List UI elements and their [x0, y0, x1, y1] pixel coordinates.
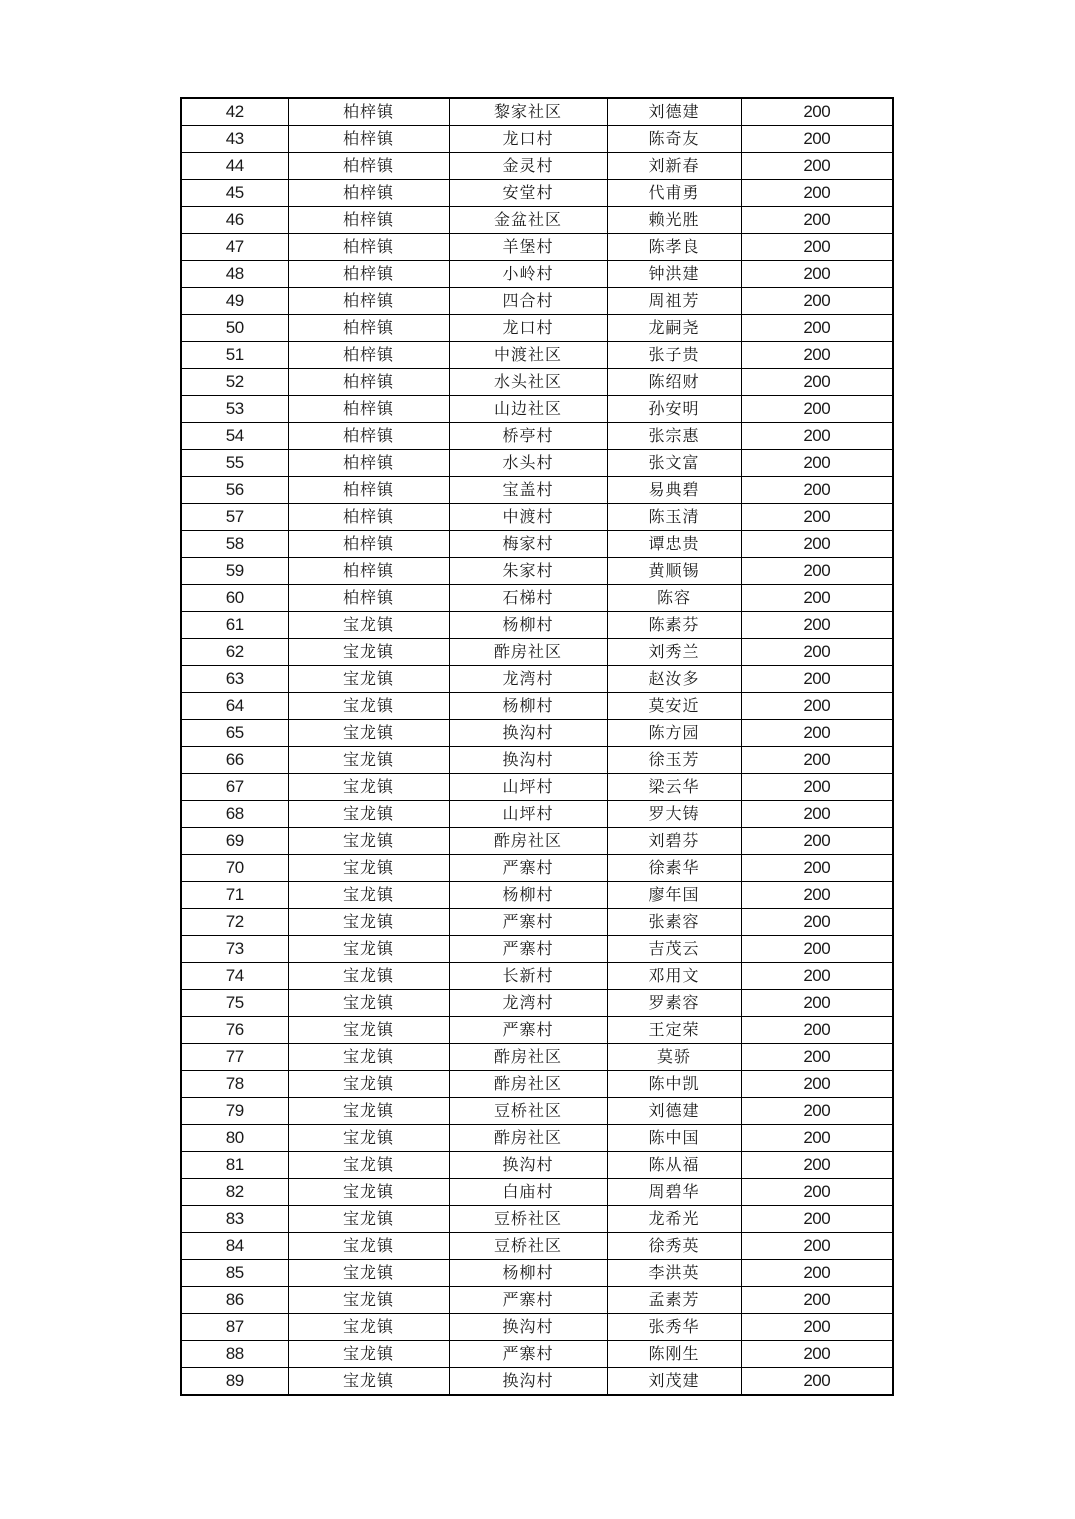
row-number-cell: 55: [181, 450, 288, 477]
village-cell: 金盆社区: [449, 207, 607, 234]
town-cell: 宝龙镇: [288, 612, 449, 639]
town-cell: 柏梓镇: [288, 261, 449, 288]
amount-cell: 200: [741, 1125, 893, 1152]
amount-cell: 200: [741, 153, 893, 180]
amount-cell: 200: [741, 369, 893, 396]
person-name-cell: 刘德建: [607, 98, 741, 126]
town-cell: 宝龙镇: [288, 639, 449, 666]
row-number-cell: 61: [181, 612, 288, 639]
table-row: [181, 612, 893, 639]
amount-cell: 200: [741, 639, 893, 666]
row-number-cell: 70: [181, 855, 288, 882]
row-number-cell: 79: [181, 1098, 288, 1125]
row-number-cell: 66: [181, 747, 288, 774]
row-number-cell: 67: [181, 774, 288, 801]
village-cell: 豆桥社区: [449, 1233, 607, 1260]
town-cell: 柏梓镇: [288, 558, 449, 585]
row-number-cell: 54: [181, 423, 288, 450]
table-row: [181, 828, 893, 855]
person-name-cell: 徐玉芳: [607, 747, 741, 774]
town-cell: 柏梓镇: [288, 585, 449, 612]
town-cell: 宝龙镇: [288, 666, 449, 693]
table-row: [181, 585, 893, 612]
town-cell: 柏梓镇: [288, 180, 449, 207]
village-cell: 豆桥社区: [449, 1206, 607, 1233]
person-name-cell: 莫安近: [607, 693, 741, 720]
table-row: [181, 1071, 893, 1098]
row-number-cell: 64: [181, 693, 288, 720]
table-row: [181, 261, 893, 288]
row-number-cell: 42: [181, 98, 288, 126]
village-cell: 龙湾村: [449, 666, 607, 693]
village-cell: 换沟村: [449, 1368, 607, 1396]
person-name-cell: 张子贵: [607, 342, 741, 369]
table-row: [181, 909, 893, 936]
row-number-cell: 48: [181, 261, 288, 288]
village-cell: 梅家村: [449, 531, 607, 558]
town-cell: 宝龙镇: [288, 1260, 449, 1287]
row-number-cell: 52: [181, 369, 288, 396]
row-number-cell: 77: [181, 1044, 288, 1071]
table-row: [181, 450, 893, 477]
amount-cell: 200: [741, 477, 893, 504]
town-cell: 柏梓镇: [288, 153, 449, 180]
table-row: [181, 1152, 893, 1179]
person-name-cell: 李洪英: [607, 1260, 741, 1287]
village-cell: 长新村: [449, 963, 607, 990]
table-row: [181, 882, 893, 909]
town-cell: 宝龙镇: [288, 1314, 449, 1341]
person-name-cell: 易典碧: [607, 477, 741, 504]
town-cell: 宝龙镇: [288, 1206, 449, 1233]
row-number-cell: 49: [181, 288, 288, 315]
village-cell: 酢房社区: [449, 1125, 607, 1152]
person-name-cell: 刘秀兰: [607, 639, 741, 666]
amount-cell: 200: [741, 882, 893, 909]
table-row: [181, 153, 893, 180]
person-name-cell: 龙嗣尧: [607, 315, 741, 342]
table-row: [181, 1179, 893, 1206]
village-cell: 杨柳村: [449, 693, 607, 720]
village-cell: 杨柳村: [449, 1260, 607, 1287]
person-name-cell: 黄顺锡: [607, 558, 741, 585]
table-row: [181, 1314, 893, 1341]
village-cell: 安堂村: [449, 180, 607, 207]
village-cell: 黎家社区: [449, 98, 607, 126]
row-number-cell: 45: [181, 180, 288, 207]
person-name-cell: 邓用文: [607, 963, 741, 990]
town-cell: 柏梓镇: [288, 315, 449, 342]
village-cell: 严寨村: [449, 909, 607, 936]
village-cell: 山坪村: [449, 801, 607, 828]
town-cell: 宝龙镇: [288, 1125, 449, 1152]
table-row: [181, 315, 893, 342]
village-cell: 金灵村: [449, 153, 607, 180]
amount-cell: 200: [741, 1179, 893, 1206]
person-name-cell: 陈从福: [607, 1152, 741, 1179]
town-cell: 宝龙镇: [288, 963, 449, 990]
village-cell: 换沟村: [449, 1314, 607, 1341]
amount-cell: 200: [741, 396, 893, 423]
town-cell: 宝龙镇: [288, 882, 449, 909]
person-name-cell: 徐素华: [607, 855, 741, 882]
person-name-cell: 吉茂云: [607, 936, 741, 963]
table-row: [181, 1341, 893, 1368]
village-cell: 严寨村: [449, 1341, 607, 1368]
town-cell: 宝龙镇: [288, 909, 449, 936]
table-row: [181, 1125, 893, 1152]
person-name-cell: 钟洪建: [607, 261, 741, 288]
row-number-cell: 44: [181, 153, 288, 180]
amount-cell: 200: [741, 261, 893, 288]
table-row: [181, 936, 893, 963]
town-cell: 宝龙镇: [288, 936, 449, 963]
table-row: [181, 477, 893, 504]
town-cell: 宝龙镇: [288, 1044, 449, 1071]
row-number-cell: 76: [181, 1017, 288, 1044]
town-cell: 宝龙镇: [288, 1098, 449, 1125]
town-cell: 柏梓镇: [288, 531, 449, 558]
person-name-cell: 刘茂建: [607, 1368, 741, 1396]
person-name-cell: 陈中凯: [607, 1071, 741, 1098]
town-cell: 柏梓镇: [288, 396, 449, 423]
amount-cell: 200: [741, 666, 893, 693]
village-cell: 水头社区: [449, 369, 607, 396]
village-cell: 石梯村: [449, 585, 607, 612]
village-cell: 酢房社区: [449, 1071, 607, 1098]
person-name-cell: 张秀华: [607, 1314, 741, 1341]
village-cell: 酢房社区: [449, 1044, 607, 1071]
amount-cell: 200: [741, 1044, 893, 1071]
village-cell: 杨柳村: [449, 612, 607, 639]
amount-cell: 200: [741, 990, 893, 1017]
village-cell: 小岭村: [449, 261, 607, 288]
person-name-cell: 陈玉清: [607, 504, 741, 531]
table-row: [181, 1287, 893, 1314]
village-cell: 严寨村: [449, 855, 607, 882]
row-number-cell: 57: [181, 504, 288, 531]
amount-cell: 200: [741, 1314, 893, 1341]
row-number-cell: 69: [181, 828, 288, 855]
town-cell: 宝龙镇: [288, 1287, 449, 1314]
person-name-cell: 陈奇友: [607, 126, 741, 153]
table-row: [181, 1260, 893, 1287]
row-number-cell: 59: [181, 558, 288, 585]
row-number-cell: 88: [181, 1341, 288, 1368]
row-number-cell: 78: [181, 1071, 288, 1098]
row-number-cell: 68: [181, 801, 288, 828]
amount-cell: 200: [741, 450, 893, 477]
table-row: [181, 369, 893, 396]
person-name-cell: 王定荣: [607, 1017, 741, 1044]
row-number-cell: 74: [181, 963, 288, 990]
row-number-cell: 89: [181, 1368, 288, 1396]
amount-cell: 200: [741, 1098, 893, 1125]
amount-cell: 200: [741, 423, 893, 450]
person-name-cell: 罗素容: [607, 990, 741, 1017]
row-number-cell: 63: [181, 666, 288, 693]
table-row: [181, 747, 893, 774]
row-number-cell: 60: [181, 585, 288, 612]
person-name-cell: 孙安明: [607, 396, 741, 423]
row-number-cell: 46: [181, 207, 288, 234]
person-name-cell: 廖年国: [607, 882, 741, 909]
row-number-cell: 82: [181, 1179, 288, 1206]
row-number-cell: 86: [181, 1287, 288, 1314]
person-name-cell: 张文富: [607, 450, 741, 477]
table-row: [181, 396, 893, 423]
table-row: [181, 1044, 893, 1071]
table-row: [181, 504, 893, 531]
amount-cell: 200: [741, 747, 893, 774]
person-name-cell: 代甫勇: [607, 180, 741, 207]
amount-cell: 200: [741, 612, 893, 639]
town-cell: 宝龙镇: [288, 1233, 449, 1260]
town-cell: 宝龙镇: [288, 1368, 449, 1396]
roster-table-body: [181, 98, 893, 1395]
village-cell: 严寨村: [449, 1287, 607, 1314]
village-cell: 酢房社区: [449, 828, 607, 855]
amount-cell: 200: [741, 774, 893, 801]
amount-cell: 200: [741, 963, 893, 990]
town-cell: 柏梓镇: [288, 288, 449, 315]
village-cell: 桥亭村: [449, 423, 607, 450]
person-name-cell: 罗大铸: [607, 801, 741, 828]
person-name-cell: 赖光胜: [607, 207, 741, 234]
town-cell: 宝龙镇: [288, 1152, 449, 1179]
person-name-cell: 谭忠贵: [607, 531, 741, 558]
person-name-cell: 梁云华: [607, 774, 741, 801]
amount-cell: 200: [741, 1260, 893, 1287]
row-number-cell: 73: [181, 936, 288, 963]
person-name-cell: 陈容: [607, 585, 741, 612]
person-name-cell: 刘碧芬: [607, 828, 741, 855]
amount-cell: 200: [741, 558, 893, 585]
town-cell: 宝龙镇: [288, 1341, 449, 1368]
village-cell: 白庙村: [449, 1179, 607, 1206]
table-row: [181, 234, 893, 261]
row-number-cell: 47: [181, 234, 288, 261]
village-cell: 杨柳村: [449, 882, 607, 909]
amount-cell: 200: [741, 828, 893, 855]
person-name-cell: 刘德建: [607, 1098, 741, 1125]
amount-cell: 200: [741, 531, 893, 558]
table-row: [181, 774, 893, 801]
table-row: [181, 207, 893, 234]
amount-cell: 200: [741, 1368, 893, 1396]
table-row: [181, 1206, 893, 1233]
amount-cell: 200: [741, 1287, 893, 1314]
town-cell: 柏梓镇: [288, 423, 449, 450]
town-cell: 柏梓镇: [288, 450, 449, 477]
village-cell: 四合村: [449, 288, 607, 315]
village-cell: 朱家村: [449, 558, 607, 585]
roster-table: [180, 97, 894, 1396]
person-name-cell: 赵汝多: [607, 666, 741, 693]
table-row: [181, 1017, 893, 1044]
town-cell: 柏梓镇: [288, 477, 449, 504]
amount-cell: 200: [741, 207, 893, 234]
village-cell: 严寨村: [449, 936, 607, 963]
amount-cell: 200: [741, 855, 893, 882]
amount-cell: 200: [741, 585, 893, 612]
village-cell: 酢房社区: [449, 639, 607, 666]
table-row: [181, 666, 893, 693]
person-name-cell: 龙希光: [607, 1206, 741, 1233]
table-row: [181, 720, 893, 747]
town-cell: 宝龙镇: [288, 747, 449, 774]
amount-cell: 200: [741, 1152, 893, 1179]
town-cell: 宝龙镇: [288, 801, 449, 828]
town-cell: 宝龙镇: [288, 1179, 449, 1206]
town-cell: 宝龙镇: [288, 693, 449, 720]
row-number-cell: 58: [181, 531, 288, 558]
row-number-cell: 71: [181, 882, 288, 909]
person-name-cell: 孟素芳: [607, 1287, 741, 1314]
table-row: [181, 531, 893, 558]
amount-cell: 200: [741, 936, 893, 963]
amount-cell: 200: [741, 180, 893, 207]
person-name-cell: 陈刚生: [607, 1341, 741, 1368]
village-cell: 龙口村: [449, 126, 607, 153]
village-cell: 水头村: [449, 450, 607, 477]
row-number-cell: 72: [181, 909, 288, 936]
person-name-cell: 陈中国: [607, 1125, 741, 1152]
row-number-cell: 43: [181, 126, 288, 153]
town-cell: 宝龙镇: [288, 1071, 449, 1098]
table-row: [181, 98, 893, 126]
village-cell: 龙口村: [449, 315, 607, 342]
amount-cell: 200: [741, 342, 893, 369]
village-cell: 宝盖村: [449, 477, 607, 504]
town-cell: 宝龙镇: [288, 990, 449, 1017]
town-cell: 柏梓镇: [288, 342, 449, 369]
table-row: [181, 288, 893, 315]
village-cell: 换沟村: [449, 720, 607, 747]
person-name-cell: 莫骄: [607, 1044, 741, 1071]
table-row: [181, 693, 893, 720]
row-number-cell: 83: [181, 1206, 288, 1233]
table-row: [181, 558, 893, 585]
person-name-cell: 陈素芬: [607, 612, 741, 639]
town-cell: 柏梓镇: [288, 504, 449, 531]
person-name-cell: 陈孝良: [607, 234, 741, 261]
amount-cell: 200: [741, 1017, 893, 1044]
table-row: [181, 855, 893, 882]
row-number-cell: 51: [181, 342, 288, 369]
town-cell: 宝龙镇: [288, 855, 449, 882]
amount-cell: 200: [741, 720, 893, 747]
town-cell: 柏梓镇: [288, 369, 449, 396]
person-name-cell: 张宗惠: [607, 423, 741, 450]
table-row: [181, 1098, 893, 1125]
row-number-cell: 62: [181, 639, 288, 666]
village-cell: 羊堡村: [449, 234, 607, 261]
row-number-cell: 50: [181, 315, 288, 342]
village-cell: 中渡社区: [449, 342, 607, 369]
village-cell: 换沟村: [449, 747, 607, 774]
town-cell: 宝龙镇: [288, 1017, 449, 1044]
person-name-cell: 刘新春: [607, 153, 741, 180]
person-name-cell: 周祖芳: [607, 288, 741, 315]
amount-cell: 200: [741, 1071, 893, 1098]
table-row: [181, 963, 893, 990]
amount-cell: 200: [741, 288, 893, 315]
table-row: [181, 639, 893, 666]
row-number-cell: 87: [181, 1314, 288, 1341]
row-number-cell: 56: [181, 477, 288, 504]
town-cell: 宝龙镇: [288, 720, 449, 747]
person-name-cell: 陈方园: [607, 720, 741, 747]
table-row: [181, 1368, 893, 1396]
person-name-cell: 徐秀英: [607, 1233, 741, 1260]
row-number-cell: 75: [181, 990, 288, 1017]
amount-cell: 200: [741, 126, 893, 153]
amount-cell: 200: [741, 315, 893, 342]
town-cell: 宝龙镇: [288, 774, 449, 801]
row-number-cell: 53: [181, 396, 288, 423]
village-cell: 豆桥社区: [449, 1098, 607, 1125]
amount-cell: 200: [741, 1233, 893, 1260]
village-cell: 山边社区: [449, 396, 607, 423]
village-cell: 换沟村: [449, 1152, 607, 1179]
person-name-cell: 陈绍财: [607, 369, 741, 396]
amount-cell: 200: [741, 234, 893, 261]
amount-cell: 200: [741, 504, 893, 531]
table-row: [181, 1233, 893, 1260]
amount-cell: 200: [741, 98, 893, 126]
village-cell: 山坪村: [449, 774, 607, 801]
town-cell: 柏梓镇: [288, 207, 449, 234]
amount-cell: 200: [741, 801, 893, 828]
amount-cell: 200: [741, 1341, 893, 1368]
person-name-cell: 张素容: [607, 909, 741, 936]
row-number-cell: 85: [181, 1260, 288, 1287]
table-row: [181, 126, 893, 153]
person-name-cell: 周碧华: [607, 1179, 741, 1206]
table-row: [181, 423, 893, 450]
row-number-cell: 84: [181, 1233, 288, 1260]
table-row: [181, 342, 893, 369]
amount-cell: 200: [741, 909, 893, 936]
table-row: [181, 801, 893, 828]
village-cell: 龙湾村: [449, 990, 607, 1017]
town-cell: 宝龙镇: [288, 828, 449, 855]
amount-cell: 200: [741, 693, 893, 720]
town-cell: 柏梓镇: [288, 126, 449, 153]
row-number-cell: 81: [181, 1152, 288, 1179]
row-number-cell: 80: [181, 1125, 288, 1152]
village-cell: 中渡村: [449, 504, 607, 531]
town-cell: 柏梓镇: [288, 98, 449, 126]
row-number-cell: 65: [181, 720, 288, 747]
table-row: [181, 990, 893, 1017]
town-cell: 柏梓镇: [288, 234, 449, 261]
table-row: [181, 180, 893, 207]
amount-cell: 200: [741, 1206, 893, 1233]
village-cell: 严寨村: [449, 1017, 607, 1044]
